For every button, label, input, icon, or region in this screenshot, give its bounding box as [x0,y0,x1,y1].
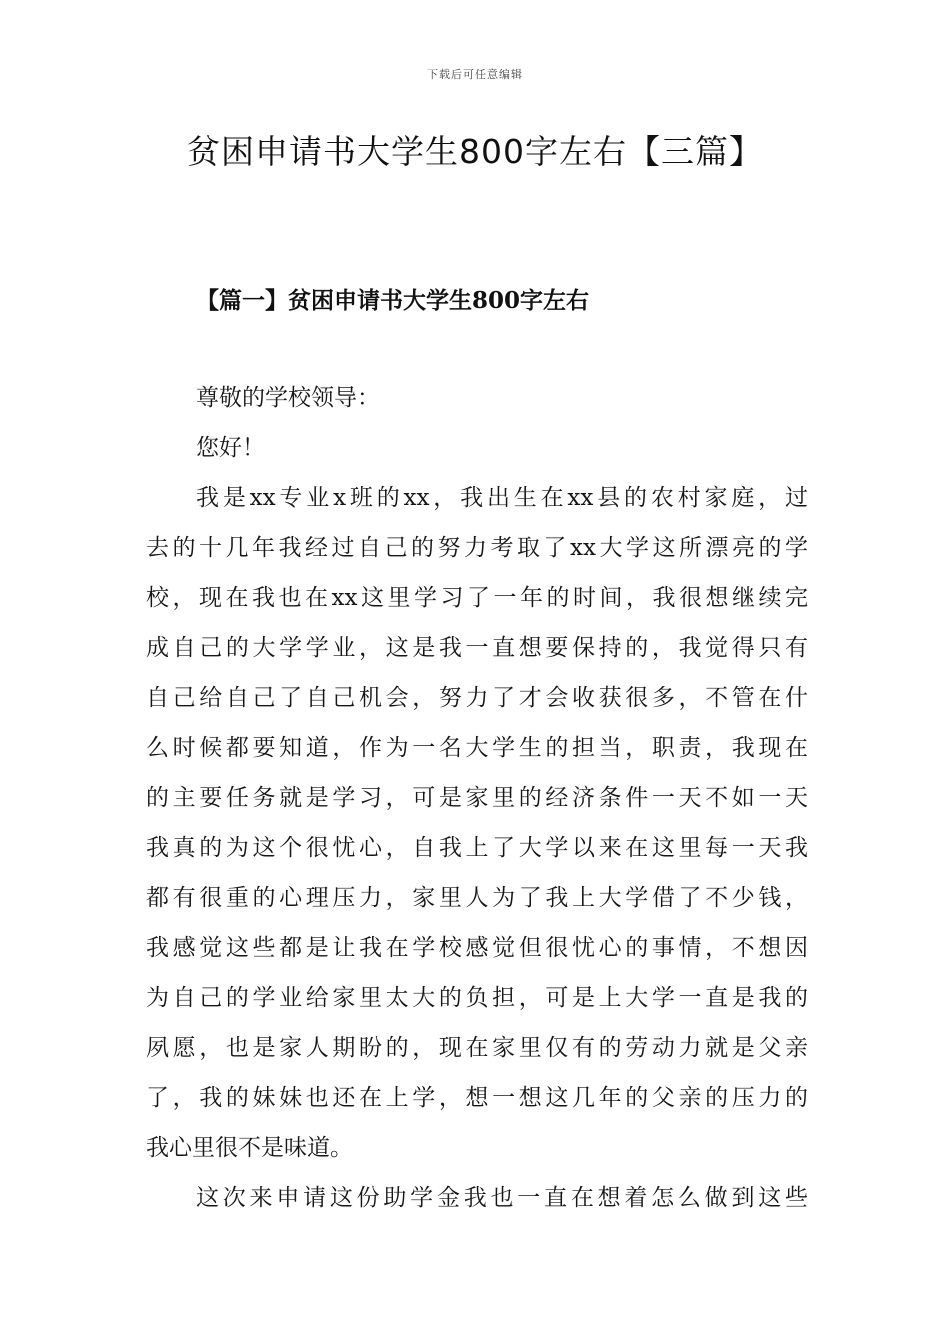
paragraph-line: 这次来申请这份助学金我也一直在想着怎么做到这些 [196,1185,808,1211]
paragraph-line: 成自己的大学学业，这是我一直想要保持的，我觉得只有 [146,635,808,661]
paragraph-line: 夙愿，也是家人期盼的，现在家里仅有的劳动力就是父亲 [146,1035,808,1061]
paragraph-line: 校，现在我也在xx这里学习了一年的时间，我很想继续完 [146,585,808,611]
greeting: 您好！ [196,435,265,461]
paragraph-line: 我感觉这些都是让我在学校感觉但很忧心的事情，不想因 [146,935,808,961]
paragraph-line: 为自己的学业给家里太大的负担，可是上大学一直是我的 [146,985,808,1011]
salutation: 尊敬的学校领导： [196,385,380,411]
paragraph-line: 我是xx专业x班的xx，我出生在xx县的农村家庭，过 [196,485,808,511]
paragraph-line: 自己给自己了自己机会，努力了才会收获很多，不管在什 [146,685,808,711]
document-title: 贫困申请书大学生800字左右【三篇】 [187,132,763,171]
header-note: 下载后可任意编辑 [427,68,523,81]
section-title: 【篇一】贫困申请书大学生800字左右 [196,287,590,314]
paragraph-line: 了，我的妹妹也还在上学，想一想这几年的父亲的压力的 [146,1085,808,1111]
paragraph-line: 我心里很不是味道。 [146,1135,353,1161]
paragraph-line: 都有很重的心理压力，家里人为了我上大学借了不少钱， [146,885,808,911]
paragraph-line: 去的十几年我经过自己的努力考取了xx大学这所漂亮的学 [146,535,808,561]
paragraph-line: 我真的为这个很忧心，自我上了大学以来在这里每一天我 [146,835,808,861]
paragraph-line: 的主要任务就是学习，可是家里的经济条件一天不如一天 [146,785,808,811]
paragraph-line: 么时候都要知道，作为一名大学生的担当，职责，我现在 [146,735,808,761]
